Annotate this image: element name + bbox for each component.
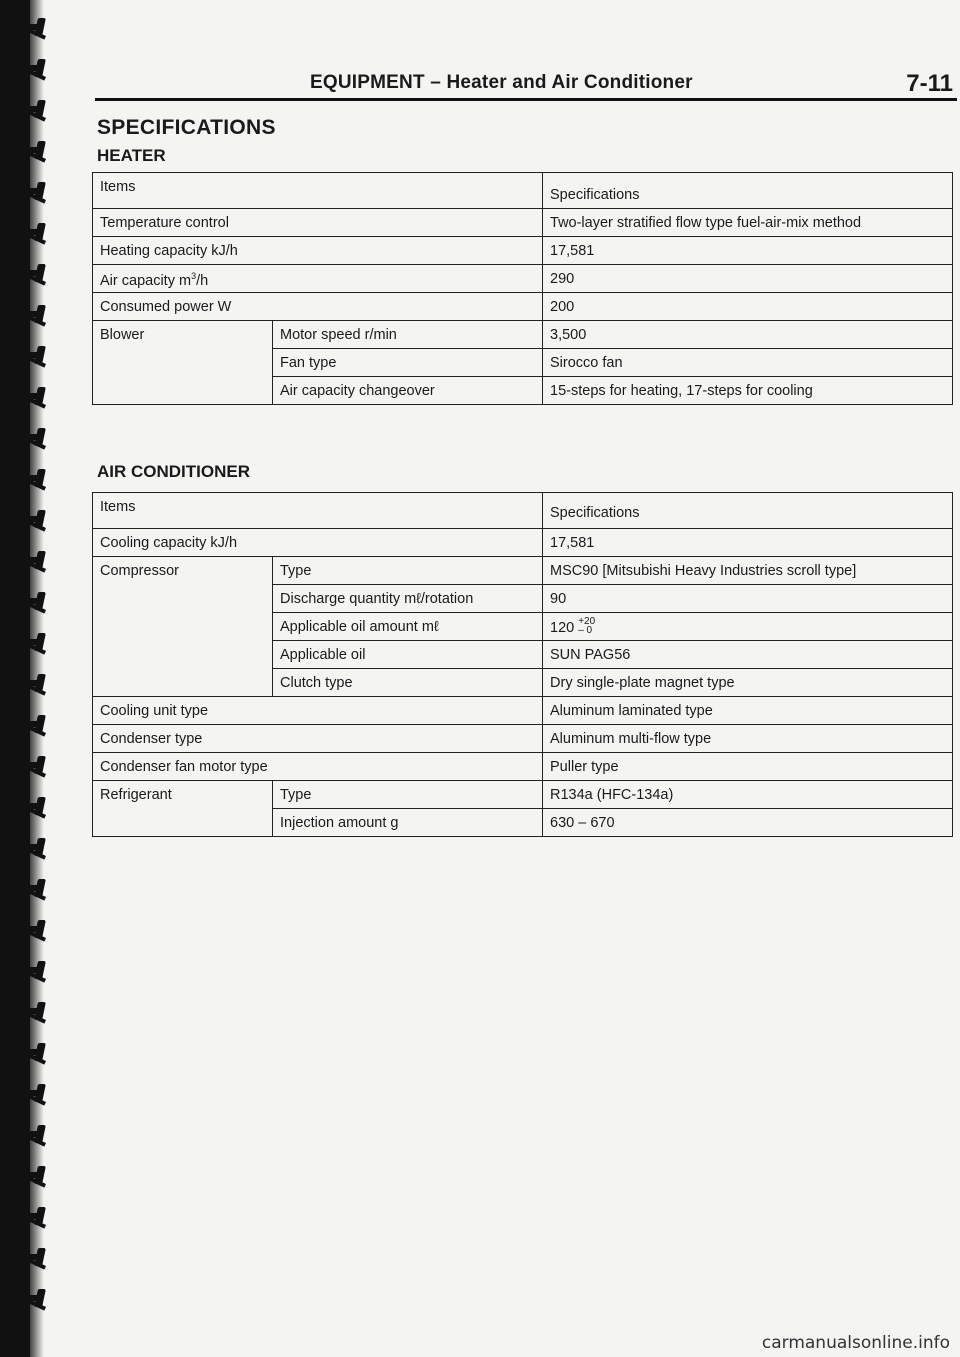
- binding-tab: [6, 670, 54, 700]
- spec-cell: R134a (HFC-134a): [543, 781, 953, 809]
- binding-tab: [6, 260, 54, 290]
- spec-cell: 630 – 670: [543, 809, 953, 837]
- table-row: [93, 237, 953, 265]
- table-row: [93, 529, 953, 557]
- binding-tab: [6, 547, 54, 577]
- item-cell: Condenser fan motor type: [93, 753, 543, 781]
- item-cell: Cooling unit type: [93, 697, 543, 725]
- binding-tab: [6, 301, 54, 331]
- binding-tab: [6, 1121, 54, 1151]
- binding-tab: [6, 1244, 54, 1274]
- table-header-row: [93, 173, 953, 209]
- binding-tab: [6, 711, 54, 741]
- binding-tab: [6, 1203, 54, 1233]
- group-cell: Blower: [93, 321, 273, 405]
- spec-cell: 17,581: [543, 237, 953, 265]
- item-cell: [93, 265, 543, 293]
- page-header: [95, 72, 957, 101]
- binding-tab: [6, 14, 54, 44]
- binding-tab: [6, 957, 54, 987]
- group-cell: Compressor: [93, 557, 273, 697]
- spec-cell: [543, 613, 953, 641]
- specs-header: Specifications: [543, 493, 953, 529]
- sub-item-cell: Injection amount g: [273, 809, 543, 837]
- binding-tab: [6, 219, 54, 249]
- spec-cell: 15-steps for heating, 17-steps for cooling: [543, 377, 953, 405]
- item-cell: Cooling capacity kJ/h: [93, 529, 543, 557]
- spec-cell: Two-layer stratified flow type fuel-air-mix method: [543, 209, 953, 237]
- header-title: EQUIPMENT – Heater and Air Conditioner: [310, 72, 693, 93]
- sub-item-cell: Air capacity changeover: [273, 377, 543, 405]
- binding-tab: [6, 137, 54, 167]
- group-cell: Refrigerant: [93, 781, 273, 837]
- binding-tab: [6, 383, 54, 413]
- items-header: Items: [93, 173, 543, 209]
- item-cell: Temperature control: [93, 209, 543, 237]
- binding-tab: [6, 793, 54, 823]
- spec-cell: Aluminum laminated type: [543, 697, 953, 725]
- heater-table: [92, 172, 953, 405]
- binding-tab: [6, 629, 54, 659]
- aircon-title: AIR CONDITIONER: [97, 462, 250, 481]
- spec-cell: Puller type: [543, 753, 953, 781]
- aircon-table: [92, 492, 953, 837]
- binding-tab: [6, 96, 54, 126]
- spec-cell: 290: [543, 265, 953, 293]
- section-title: SPECIFICATIONS: [97, 116, 276, 139]
- binding-tab: [6, 752, 54, 782]
- sub-item-cell: Clutch type: [273, 669, 543, 697]
- sub-item-cell: Motor speed r/min: [273, 321, 543, 349]
- binding-tab: [6, 916, 54, 946]
- tolerance: [578, 617, 595, 635]
- spec-cell: 90: [543, 585, 953, 613]
- spec-cell: Aluminum multi-flow type: [543, 725, 953, 753]
- binding-tab: [6, 1285, 54, 1315]
- tolerance-plus: +20: [578, 616, 596, 627]
- table-row: [93, 321, 953, 349]
- unit-tail: /h: [196, 272, 209, 289]
- spec-cell: MSC90 [Mitsubishi Heavy Industries scroll type]: [543, 557, 953, 585]
- binding-tab: [6, 1162, 54, 1192]
- binding-tab: [6, 998, 54, 1028]
- table-row: [93, 753, 953, 781]
- binding-tab: [6, 506, 54, 536]
- binding-tab: [6, 465, 54, 495]
- table-row: [93, 557, 953, 585]
- binding-tab: [6, 342, 54, 372]
- binding-tab: [6, 178, 54, 208]
- spec-cell: Dry single-plate magnet type: [543, 669, 953, 697]
- spec-cell: Sirocco fan: [543, 349, 953, 377]
- binding-tab: [6, 55, 54, 85]
- sub-item-cell: Discharge quantity mℓ/rotation: [273, 585, 543, 613]
- specs-header: Specifications: [543, 173, 953, 209]
- binding-tab: [6, 875, 54, 905]
- tolerance-minus: – 0: [578, 625, 593, 636]
- oil-amount-value: 120: [550, 619, 575, 636]
- heater-title: HEATER: [97, 146, 166, 165]
- table-row: [93, 209, 953, 237]
- spec-cell: 200: [543, 293, 953, 321]
- item-text: Air capacity m: [100, 272, 192, 289]
- binding-tab: [6, 1080, 54, 1110]
- sub-item-cell: Applicable oil: [273, 641, 543, 669]
- binding-tab: [6, 424, 54, 454]
- item-cell: Heating capacity kJ/h: [93, 237, 543, 265]
- page-number: 7-11: [906, 70, 953, 97]
- table-row: [93, 781, 953, 809]
- unit-superscript: 3: [191, 271, 197, 281]
- binding-tab: [6, 1039, 54, 1069]
- binding-tab: [6, 834, 54, 864]
- spec-cell: 3,500: [543, 321, 953, 349]
- item-cell: Consumed power W: [93, 293, 543, 321]
- table-row: [93, 265, 953, 293]
- table-header-row: [93, 493, 953, 529]
- sub-item-cell: Type: [273, 557, 543, 585]
- watermark: carmanualsonline.info: [761, 1333, 950, 1353]
- table-row: [93, 725, 953, 753]
- spec-cell: SUN PAG56: [543, 641, 953, 669]
- table-row: [93, 697, 953, 725]
- item-cell: Condenser type: [93, 725, 543, 753]
- sub-item-cell: Applicable oil amount mℓ: [273, 613, 543, 641]
- table-row: [93, 293, 953, 321]
- spec-cell: 17,581: [543, 529, 953, 557]
- binding-tab: [6, 588, 54, 618]
- sub-item-cell: Fan type: [273, 349, 543, 377]
- items-header: Items: [93, 493, 543, 529]
- sub-item-cell: Type: [273, 781, 543, 809]
